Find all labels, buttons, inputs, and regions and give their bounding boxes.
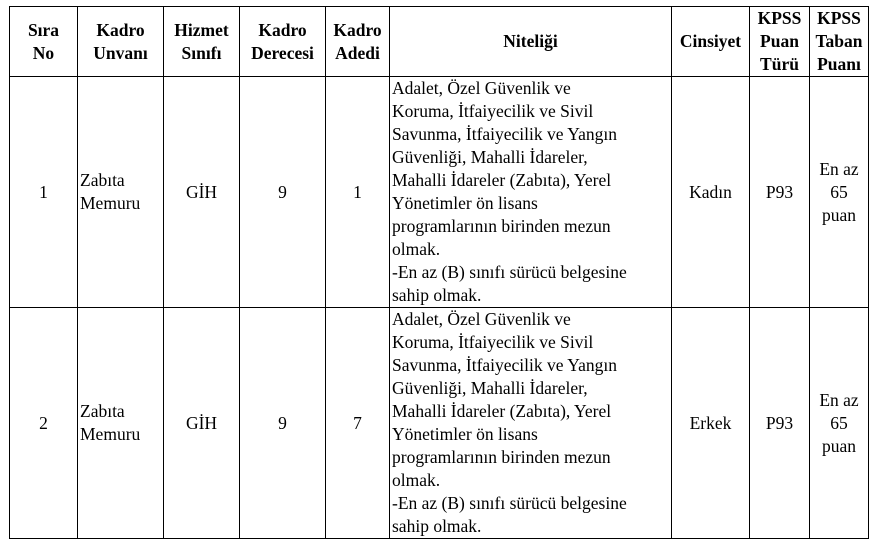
header-sira-no: Sıra No <box>10 7 78 77</box>
header-hizmet-sinifi: Hizmet Sınıfı <box>164 7 240 77</box>
header-kadro-adedi: Kadro Adedi <box>326 7 390 77</box>
cell-kadro-derecesi: 9 <box>240 308 326 539</box>
cell-kadro-derecesi: 9 <box>240 77 326 308</box>
cell-niteligi: Adalet, Özel Güvenlik ve Koruma, İtfaiyecilik ve Sivil Savunma, İtfaiyecilik ve Yangın Güvenliği, Mahalli İdareler, Mahalli İdareler (Zabıta), Yerel Yönetimler ön lisans programlarının birinden mezun olmak. -En az (B) sınıfı sürücü belgesine sahip olmak. <box>390 308 672 539</box>
header-kadro-derecesi: Kadro Derecesi <box>240 7 326 77</box>
cell-kpss-taban-puani: En az 65 puan <box>810 77 869 308</box>
cell-kadro-unvani: Zabıta Memuru <box>78 308 164 539</box>
header-kpss-taban-puani: KPSS Taban Puanı <box>810 7 869 77</box>
cell-sira-no: 1 <box>10 77 78 308</box>
header-cinsiyet: Cinsiyet <box>672 7 750 77</box>
header-kadro-unvani: Kadro Unvanı <box>78 7 164 77</box>
cell-kpss-puan-turu: P93 <box>750 308 810 539</box>
cell-sira-no: 2 <box>10 308 78 539</box>
cell-kadro-unvani: Zabıta Memuru <box>78 77 164 308</box>
cell-kpss-taban-puani: En az 65 puan <box>810 308 869 539</box>
cell-kadro-adedi: 1 <box>326 77 390 308</box>
table-row <box>10 308 869 539</box>
table-row <box>10 77 869 308</box>
cell-kpss-puan-turu: P93 <box>750 77 810 308</box>
cell-cinsiyet: Kadın <box>672 77 750 308</box>
cell-kadro-adedi: 7 <box>326 308 390 539</box>
cell-hizmet-sinifi: GİH <box>164 77 240 308</box>
cell-hizmet-sinifi: GİH <box>164 308 240 539</box>
positions-table <box>9 6 869 539</box>
header-niteligi: Niteliği <box>390 7 672 77</box>
header-kpss-puan-turu: KPSS Puan Türü <box>750 7 810 77</box>
cell-cinsiyet: Erkek <box>672 308 750 539</box>
header-row <box>10 7 869 77</box>
cell-niteligi: Adalet, Özel Güvenlik ve Koruma, İtfaiyecilik ve Sivil Savunma, İtfaiyecilik ve Yangın Güvenliği, Mahalli İdareler, Mahalli İdareler (Zabıta), Yerel Yönetimler ön lisans programlarının birinden mezun olmak. -En az (B) sınıfı sürücü belgesine sahip olmak. <box>390 77 672 308</box>
